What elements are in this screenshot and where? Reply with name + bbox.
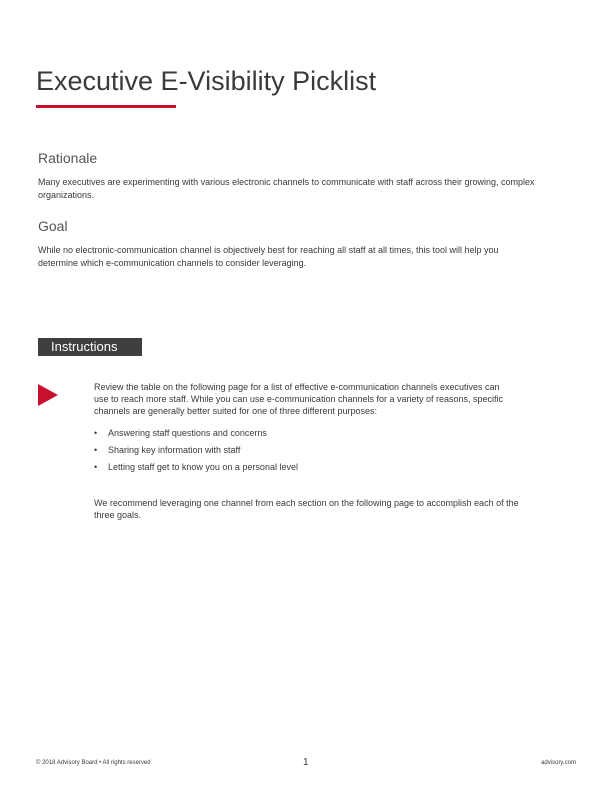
bullet-icon: • <box>94 445 98 455</box>
list-item <box>94 461 514 478</box>
instructions-body <box>94 381 519 521</box>
recommendation-text: We recommend leveraging one channel from each section on the following page to accomplish each of the three goals. <box>94 498 519 520</box>
bullet-icon: • <box>94 428 98 438</box>
rationale-text: Many executives are experimenting with various electronic channels to communicate with staff across their growing, complex organizations. <box>38 177 535 200</box>
list-item <box>94 427 514 444</box>
footer-website-link[interactable]: advisory.com <box>541 760 576 766</box>
rationale-heading: Rationale <box>38 150 98 166</box>
footer-copyright: © 2018 Advisory Board • All rights reserved <box>36 760 151 766</box>
bullet-icon: • <box>94 462 98 472</box>
purpose-list <box>94 427 514 478</box>
title-underline <box>36 105 176 108</box>
list-item-text: Answering staff questions and concerns <box>108 428 267 438</box>
list-item-text: Letting staff get to know you on a personal level <box>108 462 298 472</box>
goal-text: While no electronic-communication channel is objectively best for reaching all staff at all times, this tool will help you determine which e-communication channels to consider leveraging. <box>38 245 499 268</box>
goal-heading: Goal <box>38 218 68 234</box>
list-item-text: Sharing key information with staff <box>108 445 241 455</box>
page-number: 1 <box>303 757 309 768</box>
document-title: Executive E-Visibility Picklist <box>36 66 377 96</box>
instructions-intro: Review the table on the following page for a list of effective e-communication channels executives can use to reach more staff. While you can use e-communication channels for a variety of reasons, specific channels are generally better suited for one of three different purposes: <box>94 382 504 416</box>
list-item <box>94 444 514 461</box>
instructions-label: Instructions <box>38 338 142 356</box>
red-triangle-arrow-icon <box>38 384 58 406</box>
